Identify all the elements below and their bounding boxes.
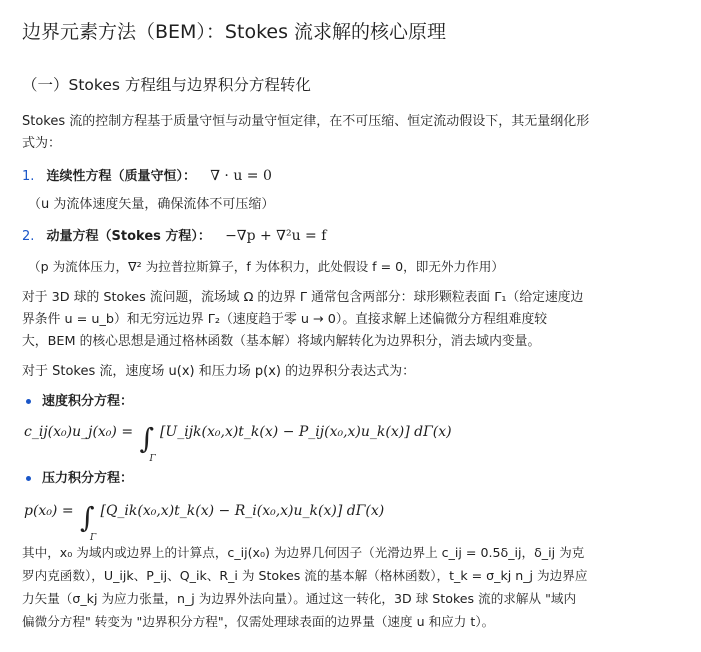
page-title: 边界元素方法（BEM）：Stokes 流求解的核心原理 — [22, 21, 447, 43]
velocity-equation-label: 速度积分方程： — [42, 394, 134, 409]
boundary-paragraph-line-3: 大，BEM 的核心思想是通过格林函数（基本解）将域内解转化为边界积分，消去域内变量。 — [22, 334, 541, 349]
item-number: 1. — [22, 169, 35, 184]
pressure-equation-label: 压力积分方程： — [42, 471, 134, 486]
boundary-paragraph-line-1: 对于 3D 球的 Stokes 流问题，流场域 Ω 的边界 Γ 通常包含两部分：球形颗粒表面 Γ₁（给定速度边 — [22, 290, 584, 305]
velocity-eq-lhs: c_ij(x₀)u_j(x₀) = — [24, 424, 134, 440]
momentum-item — [22, 225, 326, 248]
momentum-label: 动量方程（Stokes 方程）： — [46, 229, 211, 244]
final-paragraph-line-3: 力矢量（σ_kj 为应力张量，n_j 为边界外法向量）。通过这一转化，3D 球 Stokes 流的求解从 "域内 — [22, 591, 577, 606]
velocity-integral-equation: c_ij(x₀)u_j(x₀) = ∫ Γ [U_ijk(x₀,x)t_k(x) − P_ij(x₀,x)u_k(x)] dΓ(x) — [24, 422, 452, 464]
velocity-eq-rhs: [U_ijk(x₀,x)t_k(x) − P_ij(x₀,x)u_k(x)] dΓ(x) — [159, 424, 452, 440]
item-number: 2. — [22, 229, 35, 244]
integral-intro: 对于 Stokes 流，速度场 u(x) 和压力场 p(x) 的边界积分表达式为： — [22, 364, 416, 379]
final-paragraph-line-2: 罗内克函数），U_ijk、P_ij、Q_ik、R_i 为 Stokes 流的基本解（格林函数），t_k = σ_kj n_j 为边界应 — [22, 568, 588, 583]
boundary-paragraph-line-2: 界条件 u = u_b）和无穷远边界 Γ₂（速度趋于零 u → 0）。直接求解上述偏微分方程组难度较 — [22, 312, 548, 327]
intro-line-1: Stokes 流的控制方程基于质量守恒与动量守恒定律，在不可压缩、恒定流动假设下，其无量纲化形 — [22, 114, 590, 129]
intro-line-2: 式为： — [22, 136, 62, 151]
bullet-dot — [26, 399, 31, 404]
continuity-equation: ∇ · u = 0 — [210, 168, 272, 184]
continuity-item — [22, 165, 272, 188]
momentum-equation: −∇p + ∇²u = f — [225, 228, 327, 244]
final-paragraph-line-1: 其中，x₀ 为域内或边界上的计算点，c_ij(x₀) 为边界几何因子（光滑边界上 c_ij = 0.5δ_ij，δ_ij 为克 — [22, 545, 585, 560]
pressure-eq-lhs: p(x₀) = — [24, 503, 74, 519]
pressure-eq-rhs: [Q_ik(x₀,x)t_k(x) − R_i(x₀,x)u_k(x)] dΓ(x) — [100, 503, 385, 519]
pressure-integral-equation: p(x₀) = ∫ Γ [Q_ik(x₀,x)t_k(x) − R_i(x₀,x)u_k(x)] dΓ(x) — [24, 501, 385, 543]
continuity-note: （u 为流体速度矢量，确保流体不可压缩） — [28, 197, 275, 212]
section-heading: （一）Stokes 方程组与边界积分方程转化 — [22, 76, 311, 94]
final-paragraph-line-4: 偏微分方程" 转变为 "边界积分方程"，仅需处理球表面的边界量（速度 u 和应力 t）。 — [22, 614, 495, 629]
continuity-label: 连续性方程（质量守恒）： — [46, 169, 197, 184]
momentum-note: （p 为流体压力，∇² 为拉普拉斯算子，f 为体积力，此处假设 f = 0，即无外力作用） — [28, 259, 504, 274]
bullet-dot — [26, 476, 31, 481]
